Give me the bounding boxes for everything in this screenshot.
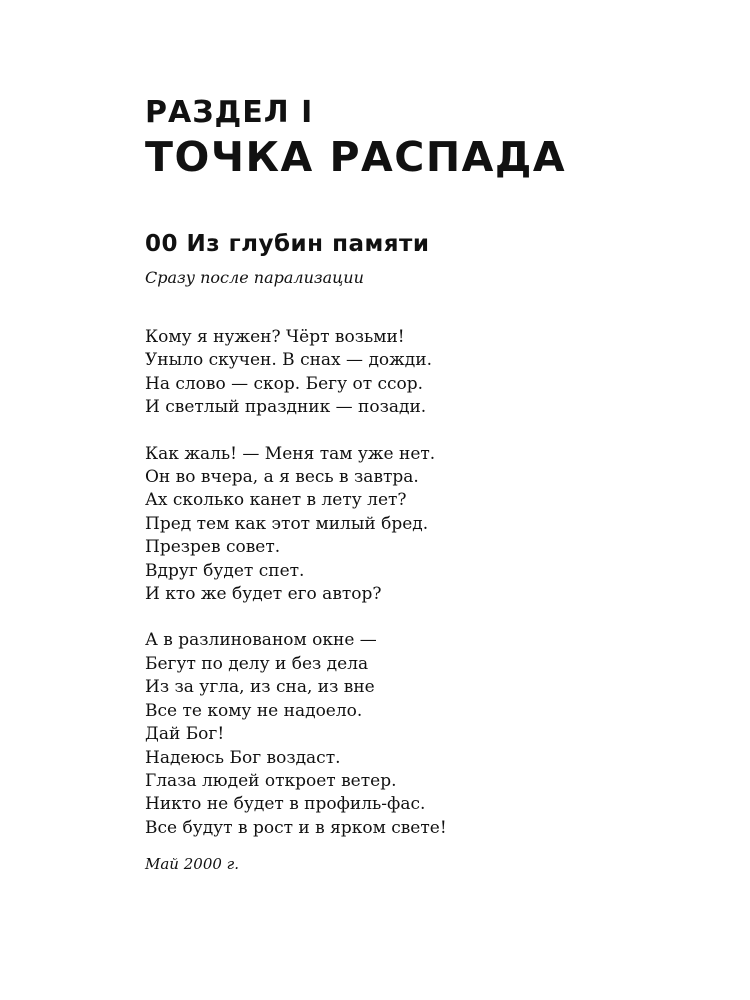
section-title: ТОЧКА РАСПАДА [145,133,567,181]
poem-date: Май 2000 г. [145,855,240,873]
poem-line: Пред тем как этот милый бред. [145,513,429,534]
poem-line: Он во вчера, а я весь в завтра. [145,467,419,488]
chapter-title: 00 Из глубин памяти [145,231,430,257]
poem-line: А в разлинованом окне — [145,630,377,651]
poem-line: Уныло скучен. В снах — дожди. [145,350,432,371]
poem-line: И кто же будет его автор? [145,584,382,605]
poem-line: На слово — скор. Бегу от ссор. [145,373,424,394]
poem-line: Ах сколько канет в лету лет? [145,490,407,511]
poem-line: И светлый праздник — позади. [145,397,427,418]
poem-line: Дай Бог! [145,724,225,745]
stanza-1 [145,326,447,420]
poem-line: Вдруг будет спет. [145,560,305,581]
poem [145,326,447,863]
poem-line: Кому я нужен? Чёрт возьми! [145,327,405,347]
poem-line: Как жаль! — Меня там уже нет. [145,443,436,464]
poem-line: Все будут в рост и в ярком свете! [145,817,447,838]
poem-line: Бегут по делу и без дела [145,653,369,674]
poem-line: Из за угла, из сна, из вне [145,677,375,698]
stanza-2 [145,443,447,607]
section-label: РАЗДЕЛ I [145,95,314,130]
poem-line: Все те кому не надоело. [145,700,363,721]
poem-line: Надеюсь Бог воздаст. [145,747,341,768]
poem-line: Глаза людей откроет ветер. [145,770,397,791]
chapter-subtitle: Сразу после парализации [145,268,364,287]
poem-line: Презрев совет. [145,537,281,558]
stanza-3 [145,629,447,840]
poem-line: Никто не будет в профиль-фас. [145,794,426,815]
